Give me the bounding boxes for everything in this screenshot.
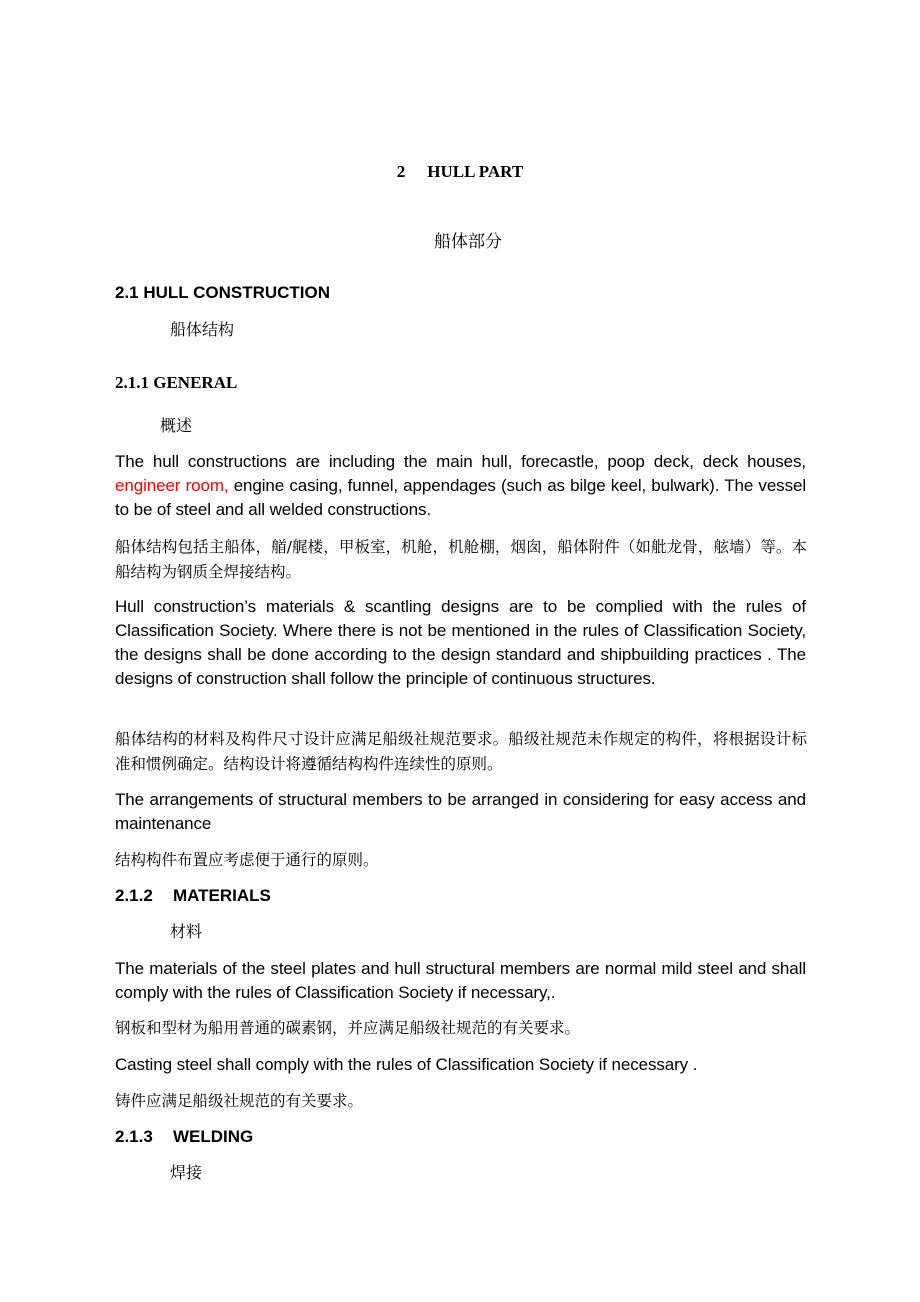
general-paragraph-1-text-a: The hull constructions are including the main hull, forecastle, poop deck, deck houses,	[115, 452, 806, 471]
chapter-number: 2	[396, 162, 406, 181]
general-paragraph-2-cn: 船体结构的材料及构件尺寸设计应满足船级社规范要求。船级社规范未作规定的构件，将根据设计标准和惯例确定。结构设计将遵循结构构件连续性的原则。	[115, 730, 807, 773]
section-title-welding: WELDING	[173, 1127, 254, 1146]
general-paragraph-1-highlight: engineer room,	[115, 476, 229, 495]
section-title-materials: MATERIALS	[173, 886, 271, 905]
general-paragraph-3-cn: 结构构件布置应考虑便于通行的原则。	[115, 851, 379, 869]
section-heading-2-1-cn: 船体结构	[170, 320, 235, 339]
chapter-title-cn: 船体部分	[434, 232, 502, 252]
section-heading-2-1-3	[115, 1125, 253, 1149]
section-heading-2-1-1: 2.1.1 GENERAL	[115, 373, 238, 392]
materials-paragraph-2-en: Casting steel shall comply with the rules of Classification Society if necessary .	[115, 1055, 698, 1074]
materials-paragraph-1-cn: 钢板和型材为船用普通的碳素钢，并应满足船级社规范的有关要求。	[115, 1019, 581, 1037]
general-paragraph-2-en: Hull construction’s materials & scantling designs are to be complied with the rules of Classification Society. Where there is not be mentioned in the rules of Classification Society, the designs shall be done according to the design standard and shipbuilding practices . The designs of construction shall follow the principle of continuous structures.	[115, 597, 806, 688]
section-heading-2-1-2-cn: 材料	[170, 922, 203, 941]
section-number-2-1-2: 2.1.2	[115, 886, 153, 905]
section-number-2-1-3: 2.1.3	[115, 1127, 153, 1146]
section-heading-2-1-3-cn: 焊接	[170, 1163, 203, 1182]
chapter-title-text: HULL PART	[427, 162, 524, 181]
section-heading-2-1-1-cn: 概述	[160, 416, 193, 435]
general-paragraph-1-cn: 船体结构包括主船体，艏/艉楼，甲板室，机舱，机舱棚，烟囱，船体附件（如舭龙骨，舷墙）等。本船结构为钢质全焊接结构。	[115, 538, 807, 581]
general-paragraph-3-en: The arrangements of structural members to be arranged in considering for easy access and maintenance	[115, 790, 806, 833]
section-heading-2-1: 2.1 HULL CONSTRUCTION	[115, 283, 331, 302]
chapter-title	[0, 160, 920, 184]
general-paragraph-1-text-b: engine casing, funnel, appendages (such as bilge keel, bulwark). The vessel to be of steel and all welded constructions.	[115, 476, 806, 519]
general-paragraph-1-en	[115, 450, 806, 522]
section-heading-2-1-2	[115, 884, 271, 908]
materials-paragraph-1-en: The materials of the steel plates and hull structural members are normal mild steel and shall comply with the rules of Classification Society if necessary,.	[115, 959, 806, 1002]
materials-paragraph-2-cn: 铸件应满足船级社规范的有关要求。	[115, 1092, 364, 1110]
